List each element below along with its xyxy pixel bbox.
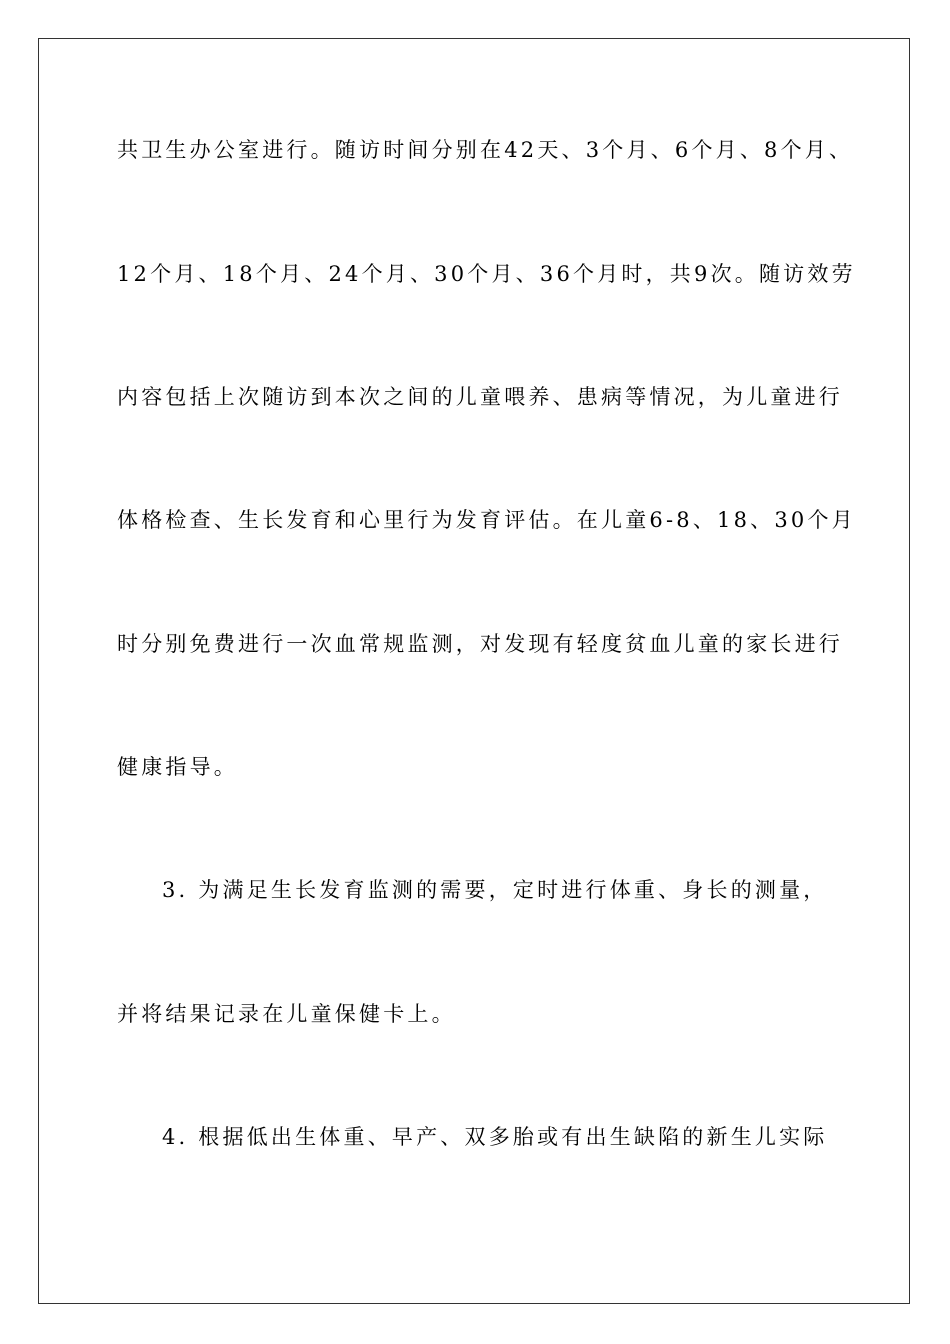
paragraph-line-2: 12个月、18个月、24个月、30个月、36个月时，共9次。随访效劳: [117, 262, 856, 286]
paragraph-line-1: 共卫生办公室进行。随访时间分别在42天、3个月、6个月、8个月、: [117, 138, 854, 162]
page-border: [38, 38, 910, 1304]
list-item-4-line-1: 4. 根据低出生体重、早产、双多胎或有出生缺陷的新生儿实际: [162, 1125, 828, 1149]
paragraph-line-4: 体格检查、生长发育和心里行为发育评估。在儿童6-8、18、30个月: [117, 508, 856, 532]
paragraph-line-5: 时分别免费进行一次血常规监测，对发现有轻度贫血儿童的家长进行: [117, 632, 843, 656]
paragraph-line-3: 内容包括上次随访到本次之间的儿童喂养、患病等情况，为儿童进行: [117, 385, 843, 409]
paragraph-line-6: 健康指导。: [117, 755, 238, 779]
list-item-3-line-2: 并将结果记录在儿童保健卡上。: [117, 1002, 456, 1026]
list-item-3-line-1: 3. 为满足生长发育监测的需要，定时进行体重、身长的测量，: [162, 878, 828, 902]
